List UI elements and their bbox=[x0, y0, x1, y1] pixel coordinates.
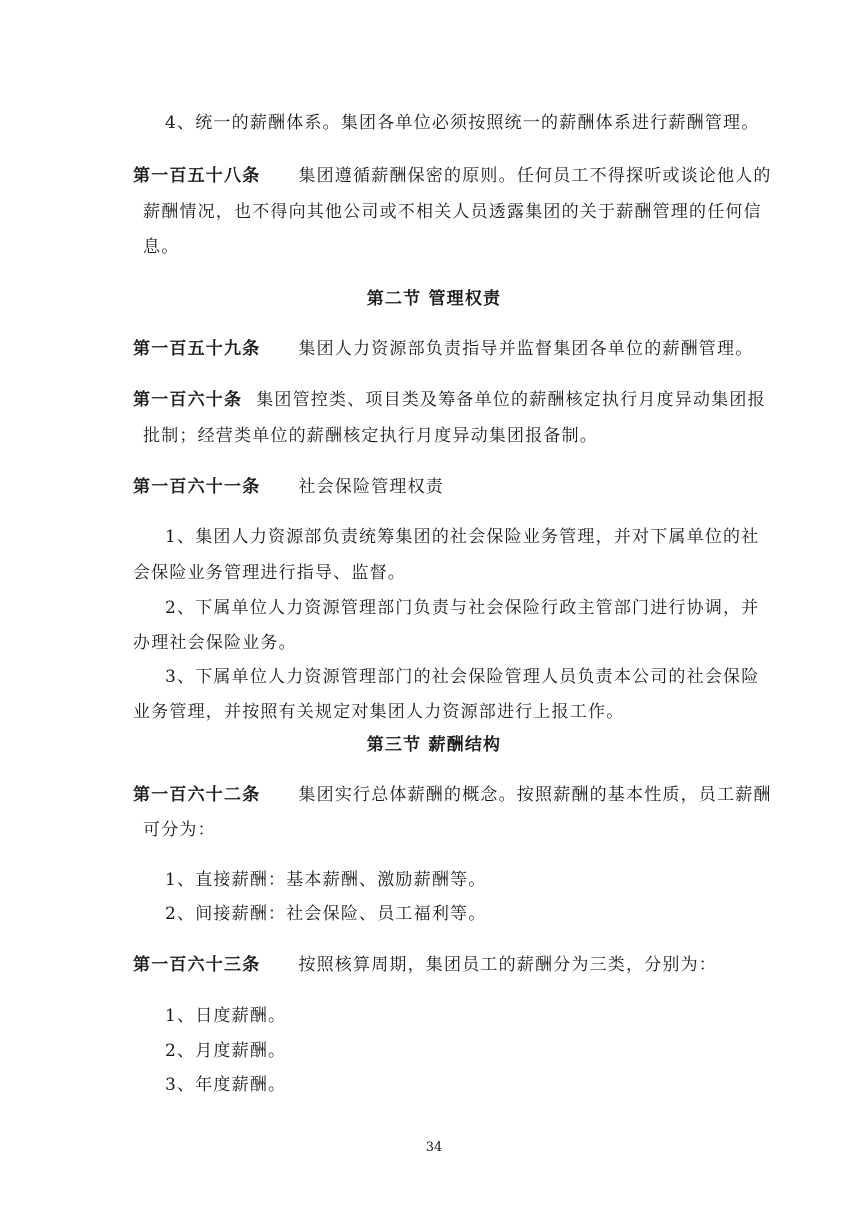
article-160 bbox=[133, 389, 766, 411]
list-item-continued: 办理社会保险业务。 bbox=[133, 633, 297, 653]
article-title: 第一百六十一条 bbox=[133, 477, 261, 497]
paragraph-line: 薪酬情况，也不得向其他公司或不相关人员透露集团的关于薪酬管理的任何信 bbox=[143, 202, 762, 222]
article-title: 第一百六十二条 bbox=[133, 785, 261, 805]
paragraph-line: 息。 bbox=[143, 237, 180, 257]
paragraph-line: 批制；经营类单位的薪酬核定执行月度异动集团报备制。 bbox=[143, 426, 598, 446]
paragraph-line: 4、统一的薪酬体系。集团各单位必须按照统一的薪酬体系进行薪酬管理。 bbox=[165, 113, 760, 133]
article-text: 集团遵循薪酬保密的原则。任何员工不得探听或谈论他人的 bbox=[298, 166, 772, 186]
list-item: 1、直接薪酬：基本薪酬、激励薪酬等。 bbox=[165, 870, 487, 890]
article-159 bbox=[133, 338, 753, 360]
paragraph-line: 可分为： bbox=[143, 820, 216, 840]
list-item: 3、下属单位人力资源管理部门的社会保险管理人员负责本公司的社会保险 bbox=[165, 667, 760, 687]
list-item: 2、月度薪酬。 bbox=[165, 1041, 287, 1061]
list-item: 1、日度薪酬。 bbox=[165, 1006, 287, 1026]
article-text: 集团实行总体薪酬的概念。按照薪酬的基本性质，员工薪酬 bbox=[298, 785, 772, 805]
list-item-continued: 业务管理，并按照有关规定对集团人力资源部进行上报工作。 bbox=[133, 702, 625, 722]
list-item: 2、下属单位人力资源管理部门负责与社会保险行政主管部门进行协调，并 bbox=[165, 598, 760, 618]
list-item: 1、集团人力资源部负责统筹集团的社会保险业务管理，并对下属单位的社 bbox=[165, 527, 760, 547]
page-number: 34 bbox=[425, 1140, 443, 1155]
list-item: 2、间接薪酬：社会保险、员工福利等。 bbox=[165, 904, 487, 924]
article-161 bbox=[133, 476, 444, 498]
list-item: 3、年度薪酬。 bbox=[165, 1075, 287, 1095]
article-title: 第一百六十条 bbox=[133, 390, 243, 410]
article-text: 集团管控类、项目类及筹备单位的薪酬核定执行月度异动集团报 bbox=[256, 390, 766, 410]
article-163 bbox=[133, 954, 717, 976]
article-title: 第一百六十三条 bbox=[133, 955, 261, 975]
article-text: 社会保险管理权责 bbox=[298, 477, 445, 497]
section-heading: 第二节 管理权责 bbox=[366, 289, 502, 309]
article-title: 第一百五十九条 bbox=[133, 339, 261, 359]
section-heading: 第三节 薪酬结构 bbox=[366, 735, 502, 755]
article-title: 第一百五十八条 bbox=[133, 166, 261, 186]
article-158 bbox=[133, 165, 772, 187]
article-text: 集团人力资源部负责指导并监督集团各单位的薪酬管理。 bbox=[298, 339, 754, 359]
article-text: 按照核算周期，集团员工的薪酬分为三类，分别为： bbox=[298, 955, 718, 975]
list-item-continued: 会保险业务管理进行指导、监督。 bbox=[133, 563, 406, 583]
article-162 bbox=[133, 784, 772, 806]
